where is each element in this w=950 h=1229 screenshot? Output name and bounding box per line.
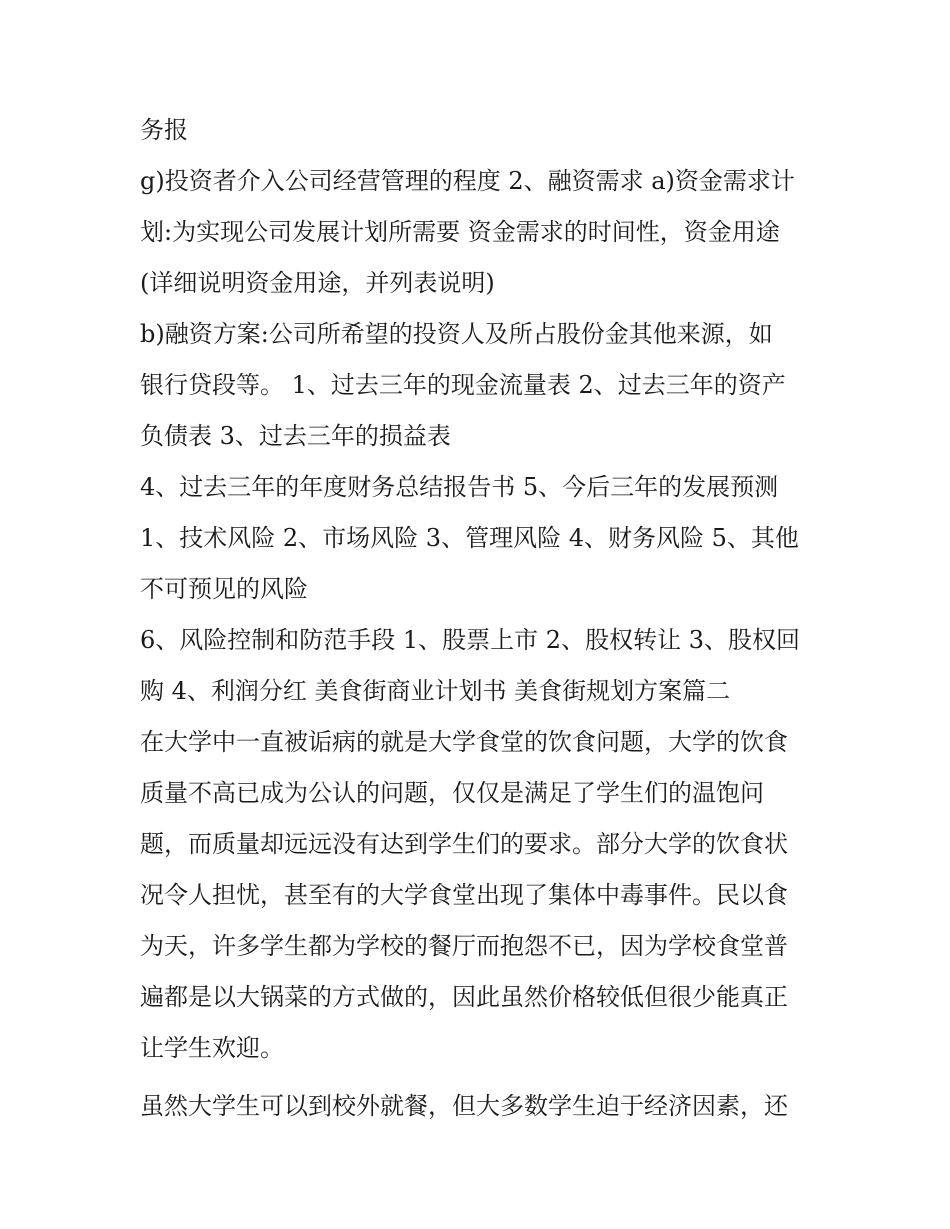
text-line: 在大学中一直被诟病的就是大学食堂的饮食问题，大学的饮食 xyxy=(140,728,788,756)
document-body xyxy=(140,108,812,1135)
text-line: 购 4、利润分红 美食街商业计划书 美食街规划方案篇二 xyxy=(140,677,731,705)
text-line: 划:为实现公司发展计划所需要 资金需求的时间性，资金用途 xyxy=(140,218,780,246)
text-line: 务报 xyxy=(140,116,188,144)
text-line: 银行贷段等。 1、过去三年的现金流量表 2、过去三年的资产 xyxy=(140,371,786,399)
text-line: 遍都是以大锅菜的方式做的，因此虽然价格较低但很少能真正 xyxy=(140,983,788,1011)
text-line: g)投资者介入公司经营管理的程度 2、融资需求 a)资金需求计 xyxy=(140,167,795,195)
text-line: 负债表 3、过去三年的损益表 xyxy=(140,422,451,450)
text-line: 质量不高已成为公认的问题，仅仅是满足了学生们的温饱问 xyxy=(140,779,764,807)
text-line: 不可预见的风险 xyxy=(140,575,308,603)
text-line: 虽然大学生可以到校外就餐，但大多数学生迫于经济因素，还 xyxy=(140,1092,788,1120)
text-line: b)融资方案:公司所希望的投资人及所占股份金其他来源，如 xyxy=(140,320,773,348)
text-line: 1、技术风险 2、市场风险 3、管理风险 4、财务风险 5、其他 xyxy=(140,524,799,552)
text-line: 况令人担忧，甚至有的大学食堂出现了集体中毒事件。民以食 xyxy=(140,881,788,909)
text-line: 题，而质量却远远没有达到学生们的要求。部分大学的饮食状 xyxy=(140,830,788,858)
text-line: 让学生欢迎。 xyxy=(140,1034,284,1062)
text-line: 6、风险控制和防范手段 1、股票上市 2、股权转让 3、股权回 xyxy=(140,626,800,654)
text-line: (详细说明资金用途，并列表说明) xyxy=(140,269,495,297)
text-line: 4、过去三年的年度财务总结报告书 5、今后三年的发展预测 xyxy=(140,473,779,501)
text-line: 为天，许多学生都为学校的餐厅而抱怨不已，因为学校食堂普 xyxy=(140,932,788,960)
